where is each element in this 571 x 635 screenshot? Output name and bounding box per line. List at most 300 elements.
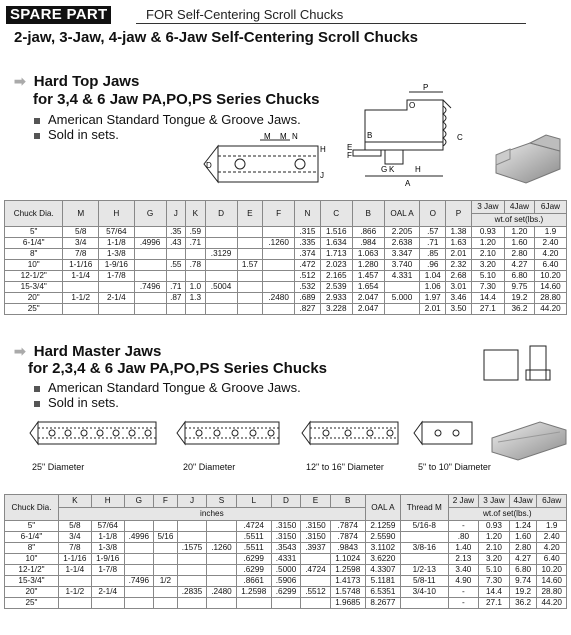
table-cell xyxy=(301,598,330,609)
table-cell: 7/8 xyxy=(63,249,99,260)
table-cell: 28.80 xyxy=(537,587,567,598)
table-cell: 19.2 xyxy=(504,293,534,304)
table-cell xyxy=(154,598,178,609)
master-jaw-5-10-diagram xyxy=(412,412,477,452)
table-cell xyxy=(134,293,166,304)
table-cell: 4.27 xyxy=(509,554,537,565)
table-cell: .55 xyxy=(166,260,186,271)
table-cell: 0.93 xyxy=(471,227,504,238)
table-cell: 3/4 xyxy=(63,238,99,249)
table-cell xyxy=(177,554,206,565)
table-cell: 1-3/8 xyxy=(99,249,135,260)
table-header-row xyxy=(5,495,567,508)
label-B: B xyxy=(367,131,373,140)
table-cell: 1.06 xyxy=(420,282,446,293)
table-cell: 27.1 xyxy=(471,304,504,315)
table-cell xyxy=(263,260,295,271)
table-cell: 27.1 xyxy=(479,598,510,609)
table-cell xyxy=(205,293,237,304)
table-cell: 10.20 xyxy=(537,565,567,576)
table-cell xyxy=(91,576,124,587)
label-N: N xyxy=(292,132,298,141)
table-cell: 2.68 xyxy=(446,271,472,282)
table-cell: 5.000 xyxy=(384,293,420,304)
table-cell: 3.40 xyxy=(448,565,479,576)
units-header: inches xyxy=(58,508,365,521)
table-cell: 25" xyxy=(5,304,63,315)
table-cell xyxy=(205,271,237,282)
table-cell: 1-7/8 xyxy=(99,271,135,282)
master-jaw-12-16-diagram xyxy=(300,412,405,452)
table-cell: 1-1/16 xyxy=(58,554,91,565)
table-cell: .7496 xyxy=(134,282,166,293)
table-cell: .2835 xyxy=(177,587,206,598)
table-cell: 1-9/16 xyxy=(91,554,124,565)
table-cell xyxy=(154,521,178,532)
table-cell: 3.20 xyxy=(479,554,510,565)
table-cell: .4724 xyxy=(301,565,330,576)
table-cell: 2.01 xyxy=(446,249,472,260)
table-cell xyxy=(400,598,448,609)
table-cell: .71 xyxy=(166,282,186,293)
table-cell: .4996 xyxy=(124,532,153,543)
table-cell xyxy=(301,554,330,565)
table-cell: 1-1/4 xyxy=(63,271,99,282)
table-cell xyxy=(237,282,263,293)
table-cell: 5/8-11 xyxy=(400,576,448,587)
table-cell: 14.4 xyxy=(479,587,510,598)
table-cell: 5" xyxy=(5,521,59,532)
section1-bullet-1: American Standard Tongue & Groove Jaws. xyxy=(34,112,301,127)
table-cell: 3/8-16 xyxy=(400,543,448,554)
table-cell: 1.634 xyxy=(320,238,352,249)
table-cell: .3150 xyxy=(271,532,300,543)
table-cell: .59 xyxy=(186,227,206,238)
table-cell: 1-3/8 xyxy=(91,543,124,554)
col-header: F xyxy=(263,201,295,227)
caption-20: 20" Diameter xyxy=(183,462,236,472)
table-cell: .71 xyxy=(186,238,206,249)
table-row xyxy=(5,521,567,532)
table-cell xyxy=(237,304,263,315)
label-H: H xyxy=(320,145,326,154)
table-cell: 28.80 xyxy=(534,293,566,304)
table-cell: 4.20 xyxy=(537,543,567,554)
table-cell xyxy=(237,249,263,260)
table-cell: 2.638 xyxy=(384,238,420,249)
page-title: 2-jaw, 3-Jaw, 4-jaw & 6-Jaw Self-Centering Scroll Chucks xyxy=(14,29,419,46)
table-cell xyxy=(207,532,236,543)
table-cell: 5.10 xyxy=(479,565,510,576)
table-cell: 1/2 xyxy=(154,576,178,587)
col-header: F xyxy=(154,495,178,508)
table-cell: 1.4173 xyxy=(330,576,365,587)
table-cell: 3.228 xyxy=(320,304,352,315)
table-cell: 7.30 xyxy=(471,282,504,293)
table-cell: 15-3/4" xyxy=(5,576,59,587)
bullet-icon xyxy=(34,401,40,407)
label-E: E xyxy=(347,143,353,152)
table-cell: .57 xyxy=(420,227,446,238)
table-cell xyxy=(177,598,206,609)
table-cell xyxy=(177,532,206,543)
caption-12-16: 12" to 16" Diameter xyxy=(306,462,384,472)
table-cell: 14.60 xyxy=(534,282,566,293)
table-cell xyxy=(134,227,166,238)
table-cell xyxy=(177,576,206,587)
table-cell: 1-1/8 xyxy=(91,532,124,543)
table-cell: 1.20 xyxy=(471,238,504,249)
table-cell: .7874 xyxy=(330,521,365,532)
table-cell: 9.75 xyxy=(504,282,534,293)
table-cell: 36.2 xyxy=(504,304,534,315)
table-cell: .512 xyxy=(295,271,321,282)
table-cell: 4.90 xyxy=(448,576,479,587)
table-cell: 6.40 xyxy=(537,554,567,565)
col-header: D xyxy=(271,495,300,508)
section2-bullet-2: Sold in sets. xyxy=(34,395,119,410)
table-cell: 5/16 xyxy=(154,532,178,543)
table-cell: 5.1181 xyxy=(365,576,400,587)
table-cell xyxy=(154,587,178,598)
table-cell: 5/8 xyxy=(58,521,91,532)
table-cell: 1.20 xyxy=(504,227,534,238)
table-cell: .4331 xyxy=(271,554,300,565)
table-cell: 8.2677 xyxy=(365,598,400,609)
col-header: B xyxy=(352,201,384,227)
section1-title: ➡ Hard Top Jaws xyxy=(14,73,140,90)
table-cell: .43 xyxy=(166,238,186,249)
table-cell: 3.1102 xyxy=(365,543,400,554)
col-header: O xyxy=(420,201,446,227)
table-row xyxy=(5,227,567,238)
table-cell: 0.93 xyxy=(479,521,510,532)
table-cell: 2.933 xyxy=(320,293,352,304)
bullet-icon xyxy=(34,386,40,392)
table-cell: - xyxy=(448,521,479,532)
table-cell: 1.40 xyxy=(448,543,479,554)
table-cell: 9.74 xyxy=(509,576,537,587)
table-cell xyxy=(205,238,237,249)
table-cell: 12-1/2" xyxy=(5,271,63,282)
section2-title: ➡ Hard Master Jaws xyxy=(14,343,162,360)
table-cell: .2480 xyxy=(207,587,236,598)
table-cell: 1.24 xyxy=(509,521,537,532)
table-cell: 10" xyxy=(5,554,59,565)
table-cell: 2.165 xyxy=(320,271,352,282)
table-cell xyxy=(263,227,295,238)
weight-header: wt.of set(lbs.) xyxy=(471,214,566,227)
table-cell xyxy=(91,598,124,609)
col-header: J xyxy=(177,495,206,508)
table-row xyxy=(5,554,567,565)
table-cell: 1.2598 xyxy=(236,587,271,598)
table-row xyxy=(5,238,567,249)
table-cell: .3150 xyxy=(301,532,330,543)
table-cell: .6299 xyxy=(236,565,271,576)
table-cell xyxy=(207,565,236,576)
table-cell: .689 xyxy=(295,293,321,304)
table-cell xyxy=(237,227,263,238)
table-cell: 8" xyxy=(5,249,63,260)
table-cell: .3543 xyxy=(271,543,300,554)
table-cell: .827 xyxy=(295,304,321,315)
table-cell xyxy=(384,282,420,293)
table-cell: .5000 xyxy=(271,565,300,576)
hard-top-jaws-table xyxy=(4,200,567,315)
arrow-icon: ➡ xyxy=(14,73,26,89)
table-cell: 1.9 xyxy=(534,227,566,238)
table-cell: 25" xyxy=(5,598,59,609)
table-row xyxy=(5,304,567,315)
table-cell: 2.1259 xyxy=(365,521,400,532)
table-cell xyxy=(205,260,237,271)
master-jaw-20-diagram xyxy=(175,412,285,452)
table-cell: 1.654 xyxy=(352,282,384,293)
col-header: P xyxy=(446,201,472,227)
master-jaw-25-diagram xyxy=(28,412,163,452)
table-cell xyxy=(63,304,99,315)
table-header-row xyxy=(5,201,567,214)
section2-bullet-1: American Standard Tongue & Groove Jaws. xyxy=(34,380,301,395)
table-cell: 10" xyxy=(5,260,63,271)
table-cell: .71 xyxy=(420,238,446,249)
table-cell: 1.20 xyxy=(479,532,510,543)
table-cell: 1.280 xyxy=(352,260,384,271)
table-cell: .8661 xyxy=(236,576,271,587)
table-row xyxy=(5,565,567,576)
col-header: E xyxy=(237,201,263,227)
table-cell xyxy=(205,304,237,315)
table-cell: 57/64 xyxy=(91,521,124,532)
table-cell xyxy=(134,260,166,271)
master-jaw-side-diagram xyxy=(478,340,568,388)
table-cell: .984 xyxy=(352,238,384,249)
table-cell: 19.2 xyxy=(509,587,537,598)
table-cell: 1.04 xyxy=(420,271,446,282)
table-cell xyxy=(207,554,236,565)
table-cell: 1.9 xyxy=(537,521,567,532)
table-cell: 1.2598 xyxy=(330,565,365,576)
table-cell: 2.32 xyxy=(446,260,472,271)
table-cell xyxy=(124,521,153,532)
table-cell: 3.50 xyxy=(446,304,472,315)
table-cell: 3/4 xyxy=(58,532,91,543)
table-cell: 5" xyxy=(5,227,63,238)
table-cell: 3/4-10 xyxy=(400,587,448,598)
table-cell: 2.047 xyxy=(352,304,384,315)
table-cell: 2.539 xyxy=(320,282,352,293)
table-cell: .96 xyxy=(420,260,446,271)
table-cell: 2.40 xyxy=(537,532,567,543)
table-cell xyxy=(186,304,206,315)
table-cell: .35 xyxy=(166,227,186,238)
label-P: P xyxy=(423,83,429,92)
col-header: Thread M xyxy=(400,495,448,521)
table-row xyxy=(5,249,567,260)
table-cell: 20" xyxy=(5,293,63,304)
label-O: O xyxy=(409,101,416,110)
label-J: J xyxy=(320,171,324,180)
table-cell: 1-1/2 xyxy=(63,293,99,304)
caption-25: 25" Diameter xyxy=(32,462,85,472)
table-cell xyxy=(207,576,236,587)
table-cell: .5511 xyxy=(236,543,271,554)
table-cell: 1.5748 xyxy=(330,587,365,598)
table-cell: 1.97 xyxy=(420,293,446,304)
table-cell: 2.205 xyxy=(384,227,420,238)
table-cell xyxy=(134,249,166,260)
table-cell: 6.40 xyxy=(534,260,566,271)
col-header: G xyxy=(134,201,166,227)
table-cell xyxy=(384,304,420,315)
label-M: M xyxy=(264,132,271,141)
table-cell: 1-1/8 xyxy=(99,238,135,249)
table-cell xyxy=(124,554,153,565)
table-cell xyxy=(271,598,300,609)
table-cell xyxy=(99,304,135,315)
table-cell: 3.01 xyxy=(446,282,472,293)
table-cell xyxy=(263,304,295,315)
table-cell: .6299 xyxy=(271,587,300,598)
table-cell xyxy=(177,565,206,576)
table-cell: .3937 xyxy=(301,543,330,554)
table-cell: 2.01 xyxy=(420,304,446,315)
table-cell: 4.20 xyxy=(534,249,566,260)
table-cell: 1.713 xyxy=(320,249,352,260)
table-cell: 3.347 xyxy=(384,249,420,260)
table-cell: .80 xyxy=(448,532,479,543)
table-cell: 44.20 xyxy=(537,598,567,609)
master-jaw-photo xyxy=(488,414,568,462)
table-cell: 6-1/4" xyxy=(5,238,63,249)
col-header: H xyxy=(99,201,135,227)
table-cell: 1-7/8 xyxy=(91,565,124,576)
table-cell xyxy=(237,293,263,304)
table-cell: 57/64 xyxy=(99,227,135,238)
table-cell: 20" xyxy=(5,587,59,598)
table-cell: - xyxy=(448,598,479,609)
label-K: K xyxy=(389,165,395,174)
table-row xyxy=(5,543,567,554)
table-cell: .5004 xyxy=(205,282,237,293)
table-row xyxy=(5,576,567,587)
table-cell: 2-1/4 xyxy=(99,293,135,304)
col-header: 6Jaw xyxy=(534,201,566,214)
table-cell: 1.38 xyxy=(446,227,472,238)
table-cell: 3.20 xyxy=(471,260,504,271)
col-header: H xyxy=(91,495,124,508)
table-cell xyxy=(166,304,186,315)
table-cell: .866 xyxy=(352,227,384,238)
header-rule xyxy=(136,23,526,24)
table-cell xyxy=(58,576,91,587)
table-cell: 1.063 xyxy=(352,249,384,260)
col-header: 3 Jaw xyxy=(471,201,504,214)
label-H-side: H xyxy=(415,165,421,174)
table-cell xyxy=(166,271,186,282)
table-cell: 1.0 xyxy=(186,282,206,293)
table-cell: .2480 xyxy=(263,293,295,304)
table-cell xyxy=(400,532,448,543)
top-jaw-plan-diagram xyxy=(200,130,330,195)
table-cell xyxy=(177,521,206,532)
table-cell: .1575 xyxy=(177,543,206,554)
table-cell: 2.10 xyxy=(471,249,504,260)
label-M2: M xyxy=(280,132,287,141)
table-cell xyxy=(186,249,206,260)
table-cell: 36.2 xyxy=(509,598,537,609)
table-row xyxy=(5,598,567,609)
col-header: 4Jaw xyxy=(509,495,537,508)
table-cell xyxy=(237,271,263,282)
section1-bullet-2: Sold in sets. xyxy=(34,127,119,142)
table-cell: .4724 xyxy=(236,521,271,532)
col-header: M xyxy=(63,201,99,227)
table-cell: .9843 xyxy=(330,543,365,554)
table-cell: 1.9685 xyxy=(330,598,365,609)
top-jaw-side-diagram xyxy=(345,80,480,195)
table-cell: 10.20 xyxy=(534,271,566,282)
col-header: 3 Jaw xyxy=(479,495,510,508)
table-cell xyxy=(186,271,206,282)
table-cell: 1.516 xyxy=(320,227,352,238)
col-header: S xyxy=(207,495,236,508)
table-cell: 2.80 xyxy=(504,249,534,260)
table-cell: 8" xyxy=(5,543,59,554)
table-cell: 44.20 xyxy=(534,304,566,315)
table-cell: .3150 xyxy=(301,521,330,532)
label-A: A xyxy=(405,179,411,188)
table-cell xyxy=(263,249,295,260)
table-cell: 6-1/4" xyxy=(5,532,59,543)
table-cell: 12-1/2" xyxy=(5,565,59,576)
table-cell xyxy=(263,282,295,293)
table-cell: - xyxy=(448,587,479,598)
table-cell: 1.1024 xyxy=(330,554,365,565)
table-cell: 6.80 xyxy=(504,271,534,282)
col-header: 6Jaw xyxy=(537,495,567,508)
col-header: L xyxy=(236,495,271,508)
table-cell: 1.60 xyxy=(504,238,534,249)
table-cell: .5512 xyxy=(301,587,330,598)
table-cell xyxy=(134,304,166,315)
table-cell xyxy=(263,271,295,282)
table-cell xyxy=(236,598,271,609)
table-row xyxy=(5,282,567,293)
table-cell: 6.5351 xyxy=(365,587,400,598)
table-cell xyxy=(99,282,135,293)
table-cell: .85 xyxy=(420,249,446,260)
label-D: D xyxy=(206,161,212,170)
table-cell: .78 xyxy=(186,260,206,271)
table-cell: 1.63 xyxy=(446,238,472,249)
table-cell: 1-1/16 xyxy=(63,260,99,271)
table-cell: 1-1/2 xyxy=(58,587,91,598)
table-cell: 5.10 xyxy=(471,271,504,282)
table-cell: .3129 xyxy=(205,249,237,260)
section2-subtitle: for 2,3,4 & 6 Jaw PA,PO,PS Series Chucks xyxy=(28,360,328,377)
table-cell: 2.5590 xyxy=(365,532,400,543)
col-header: G xyxy=(124,495,153,508)
bullet-icon xyxy=(34,133,40,139)
table-cell: 15-3/4" xyxy=(5,282,63,293)
table-cell: .7874 xyxy=(330,532,365,543)
table-cell: 1.457 xyxy=(352,271,384,282)
table-cell xyxy=(124,543,153,554)
table-cell xyxy=(301,576,330,587)
table-cell xyxy=(154,543,178,554)
